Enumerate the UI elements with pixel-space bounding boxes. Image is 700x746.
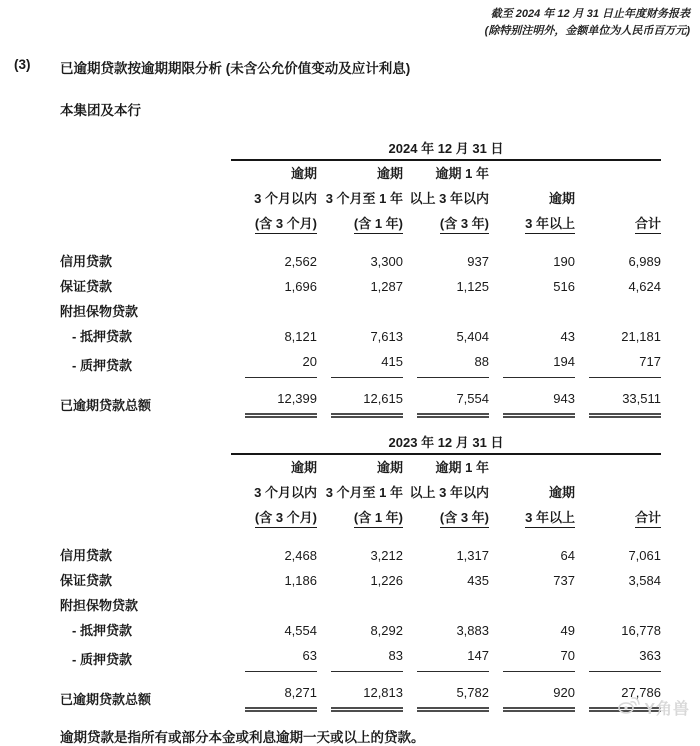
- total-cell: 920: [489, 672, 575, 712]
- table-row: [60, 274, 661, 299]
- cell-value-text: 49: [560, 623, 575, 638]
- total-label: 已逾期贷款总额: [60, 692, 152, 707]
- col-header-line: [403, 505, 489, 530]
- table-row: [60, 324, 661, 349]
- col-header-overdue-3m-to-1y: [317, 160, 403, 236]
- cell-value: [317, 349, 403, 378]
- row-label: 信用贷款: [60, 254, 113, 269]
- col-header-overdue-under-3m: [231, 160, 317, 236]
- col-header-line: 3 个月至 1 年: [325, 485, 403, 500]
- table-row: [60, 543, 661, 568]
- overdue-loans-table-2023: [60, 429, 661, 712]
- cell-value: [231, 593, 317, 618]
- col-header-overdue-3m-to-1y: [317, 454, 403, 530]
- col-header-line: 以上 3 年以内: [409, 485, 489, 500]
- col-header-line: [231, 211, 317, 236]
- section-number: (3): [14, 57, 31, 72]
- cell-value: [575, 643, 661, 672]
- cell-value: [489, 299, 575, 324]
- cell-value-text: 83: [331, 643, 403, 672]
- watermark: [618, 696, 690, 719]
- col-header-line: 3 个月以内: [254, 191, 317, 206]
- cell-value: [231, 349, 317, 378]
- col-header-line: [489, 161, 575, 186]
- col-header-line: [575, 161, 661, 186]
- col-header-line: [575, 455, 661, 480]
- cell-value-text: 1,186: [284, 573, 317, 588]
- empty-cell: [60, 429, 231, 454]
- cell-value-text: 147: [417, 643, 489, 672]
- cell-value-text: 7,061: [628, 548, 661, 563]
- cell-value-text: 516: [553, 279, 575, 294]
- date-row: [60, 135, 661, 160]
- col-header-line: [575, 505, 661, 530]
- total-cell: 7,554: [403, 378, 489, 418]
- cell-value: [317, 593, 403, 618]
- cell-value-text: 4,554: [284, 623, 317, 638]
- row-label: - 抵押贷款: [72, 623, 132, 638]
- total-label: 已逾期贷款总额: [60, 398, 152, 413]
- col-header-underlined: (含 1 年): [354, 216, 403, 234]
- cell-value-text: 1,287: [370, 279, 403, 294]
- table-row: [60, 249, 661, 274]
- cell-value-text: 1,317: [456, 548, 489, 563]
- col-header-overdue-over-3y: [489, 454, 575, 530]
- cell-value: [317, 618, 403, 643]
- cell-value: [489, 643, 575, 672]
- scope-subtitle: 本集团及本行: [60, 103, 141, 118]
- cell-value: [575, 543, 661, 568]
- overdue-loans-table-2024: [60, 135, 661, 418]
- cell-value: [317, 274, 403, 299]
- cell-value: [575, 593, 661, 618]
- cell-value-text: 363: [589, 643, 661, 672]
- total-cell: 943: [489, 378, 575, 418]
- col-header-line: 逾期: [376, 460, 403, 475]
- spacer-row: [60, 530, 661, 543]
- row-label: 信用贷款: [60, 548, 113, 563]
- row-label: 保证贷款: [60, 573, 113, 588]
- col-header-total: [575, 454, 661, 530]
- cell-value: [403, 543, 489, 568]
- col-header-line: [403, 211, 489, 236]
- cell-value: [403, 618, 489, 643]
- total-cell: 12,813: [317, 672, 403, 712]
- cell-value-text: 3,212: [370, 548, 403, 563]
- row-label: 保证贷款: [60, 279, 113, 294]
- table-date-2024: 2024 年 12 月 31 日: [231, 135, 661, 160]
- row-label: - 质押贷款: [72, 652, 132, 667]
- col-header-line: 逾期: [548, 191, 575, 206]
- col-header-line: 逾期: [376, 166, 403, 181]
- total-cell: 8,271: [231, 672, 317, 712]
- cell-value-text: 190: [553, 254, 575, 269]
- report-header: [0, 0, 700, 39]
- col-header-line: [317, 211, 403, 236]
- cell-value: [575, 299, 661, 324]
- empty-cell: [60, 160, 231, 236]
- cell-value-text: 3,584: [628, 573, 661, 588]
- col-header-line: [231, 505, 317, 530]
- cell-value-text: 194: [503, 349, 575, 378]
- cell-value: [575, 618, 661, 643]
- col-header-line: 逾期 1 年: [435, 166, 489, 181]
- cell-value-text: 63: [245, 643, 317, 672]
- total-cell: 5,782: [403, 672, 489, 712]
- cell-value: [317, 543, 403, 568]
- cell-value-text: 2,562: [284, 254, 317, 269]
- row-label: - 抵押贷款: [72, 329, 132, 344]
- cell-value: [489, 593, 575, 618]
- cell-value-text: 7,613: [370, 329, 403, 344]
- col-header-line: 逾期: [548, 485, 575, 500]
- cell-value-text: 1,696: [284, 279, 317, 294]
- cell-value-text: 1,226: [370, 573, 403, 588]
- col-header-overdue-1y-to-3y: [403, 454, 489, 530]
- date-row: [60, 429, 661, 454]
- section-heading: [14, 57, 700, 77]
- column-headers-row: [60, 160, 661, 236]
- cell-value: [489, 618, 575, 643]
- cell-value-text: 6,989: [628, 254, 661, 269]
- cell-value: [575, 568, 661, 593]
- col-header-underlined: 3 年以上: [525, 510, 575, 528]
- col-header-line: [575, 186, 661, 211]
- cell-value: [317, 299, 403, 324]
- cell-value: [489, 274, 575, 299]
- cell-value: [403, 593, 489, 618]
- cell-value-text: 16,778: [621, 623, 661, 638]
- cell-value-text: 64: [560, 548, 575, 563]
- row-label: - 质押贷款: [72, 358, 132, 373]
- col-header-underlined: 合计: [635, 216, 661, 234]
- footnote: 逾期贷款是指所有或部分本金或利息逾期一天或以上的贷款。: [60, 730, 425, 745]
- col-header-line: 3 个月至 1 年: [325, 191, 403, 206]
- cell-value-text: 3,300: [370, 254, 403, 269]
- cell-value: [403, 568, 489, 593]
- cell-value: [403, 643, 489, 672]
- col-header-overdue-under-3m: [231, 454, 317, 530]
- cell-value: [317, 643, 403, 672]
- cell-value: [317, 324, 403, 349]
- table-row: [60, 618, 661, 643]
- cell-value-text: 2,468: [284, 548, 317, 563]
- cell-value: [403, 349, 489, 378]
- col-header-line: 以上 3 年以内: [409, 191, 489, 206]
- cell-value: [231, 618, 317, 643]
- table-row: [60, 593, 661, 618]
- col-header-underlined: (含 1 年): [354, 510, 403, 528]
- cell-value: [489, 349, 575, 378]
- cell-value-text: 737: [553, 573, 575, 588]
- col-header-line: [489, 505, 575, 530]
- cell-value: [575, 274, 661, 299]
- col-header-overdue-over-3y: [489, 160, 575, 236]
- cell-value-text: 5,404: [456, 329, 489, 344]
- cell-value: [231, 299, 317, 324]
- col-header-line: [489, 455, 575, 480]
- col-header-underlined: (含 3 个月): [255, 216, 317, 234]
- total-row-2024: [60, 378, 661, 418]
- cell-value: [231, 249, 317, 274]
- spacer-row: [60, 236, 661, 249]
- col-header-line: 逾期 1 年: [435, 460, 489, 475]
- table-row: [60, 299, 661, 324]
- cell-value: [489, 324, 575, 349]
- table-date-2023: 2023 年 12 月 31 日: [231, 429, 661, 454]
- cell-value-text: 70: [503, 643, 575, 672]
- cell-value: [575, 249, 661, 274]
- cell-value-text: 435: [467, 573, 489, 588]
- empty-cell: [60, 135, 231, 160]
- column-headers-row: [60, 454, 661, 530]
- col-header-underlined: 3 年以上: [525, 216, 575, 234]
- col-header-overdue-1y-to-3y: [403, 160, 489, 236]
- col-header-underlined: (含 3 年): [440, 510, 489, 528]
- cell-value-text: 43: [560, 329, 575, 344]
- col-header-line: 3 个月以内: [254, 485, 317, 500]
- cell-value: [403, 324, 489, 349]
- weibo-icon: [618, 696, 640, 719]
- total-cell: 12,399: [231, 378, 317, 418]
- table-row: [60, 349, 661, 378]
- cell-value: [231, 643, 317, 672]
- cell-value-text: 8,292: [370, 623, 403, 638]
- row-label: 附担保物贷款: [60, 304, 139, 319]
- cell-value-text: 937: [467, 254, 489, 269]
- cell-value-text: 1,125: [456, 279, 489, 294]
- table-body-2023: [60, 543, 661, 672]
- cell-value: [489, 543, 575, 568]
- cell-value-text: 717: [589, 349, 661, 378]
- col-header-line: [317, 505, 403, 530]
- section-title: 已逾期贷款按逾期期限分析 (未含公允价值变动及应计利息): [60, 61, 411, 76]
- col-header-line: 逾期: [290, 166, 317, 181]
- cell-value: [231, 543, 317, 568]
- cell-value-text: 8,121: [284, 329, 317, 344]
- cell-value-text: 20: [245, 349, 317, 378]
- cell-value: [489, 568, 575, 593]
- col-header-line: [575, 480, 661, 505]
- table-row: [60, 643, 661, 672]
- col-header-total: [575, 160, 661, 236]
- empty-cell: [60, 454, 231, 530]
- cell-value: [489, 249, 575, 274]
- col-header-underlined: 合计: [635, 510, 661, 528]
- cell-value-text: 4,624: [628, 279, 661, 294]
- watermark-text: Y角兽: [644, 701, 690, 718]
- cell-value: [317, 249, 403, 274]
- cell-value: [231, 568, 317, 593]
- cell-value-text: 88: [417, 349, 489, 378]
- table-row: [60, 568, 661, 593]
- report-header-line1: 截至 2024 年 12 月 31 日止年度财务报表: [490, 8, 690, 20]
- col-header-line: 逾期: [290, 460, 317, 475]
- total-cell: 27,786: [575, 672, 661, 712]
- cell-value: [403, 274, 489, 299]
- total-row-2023: [60, 672, 661, 712]
- col-header-line: [489, 211, 575, 236]
- cell-value: [575, 324, 661, 349]
- total-cell: 12,615: [317, 378, 403, 418]
- col-header-underlined: (含 3 年): [440, 216, 489, 234]
- total-cell: 33,511: [575, 378, 661, 418]
- row-label: 附担保物贷款: [60, 598, 139, 613]
- cell-value: [403, 249, 489, 274]
- col-header-line: [575, 211, 661, 236]
- cell-value-text: 21,181: [621, 329, 661, 344]
- report-header-line2: (除特别注明外，金额单位为人民币百万元): [484, 24, 690, 37]
- cell-value-text: 415: [331, 349, 403, 378]
- table-body-2024: [60, 249, 661, 378]
- cell-value: [231, 274, 317, 299]
- cell-value: [317, 568, 403, 593]
- cell-value: [575, 349, 661, 378]
- cell-value: [403, 299, 489, 324]
- cell-value-text: 3,883: [456, 623, 489, 638]
- col-header-underlined: (含 3 个月): [255, 510, 317, 528]
- cell-value: [231, 324, 317, 349]
